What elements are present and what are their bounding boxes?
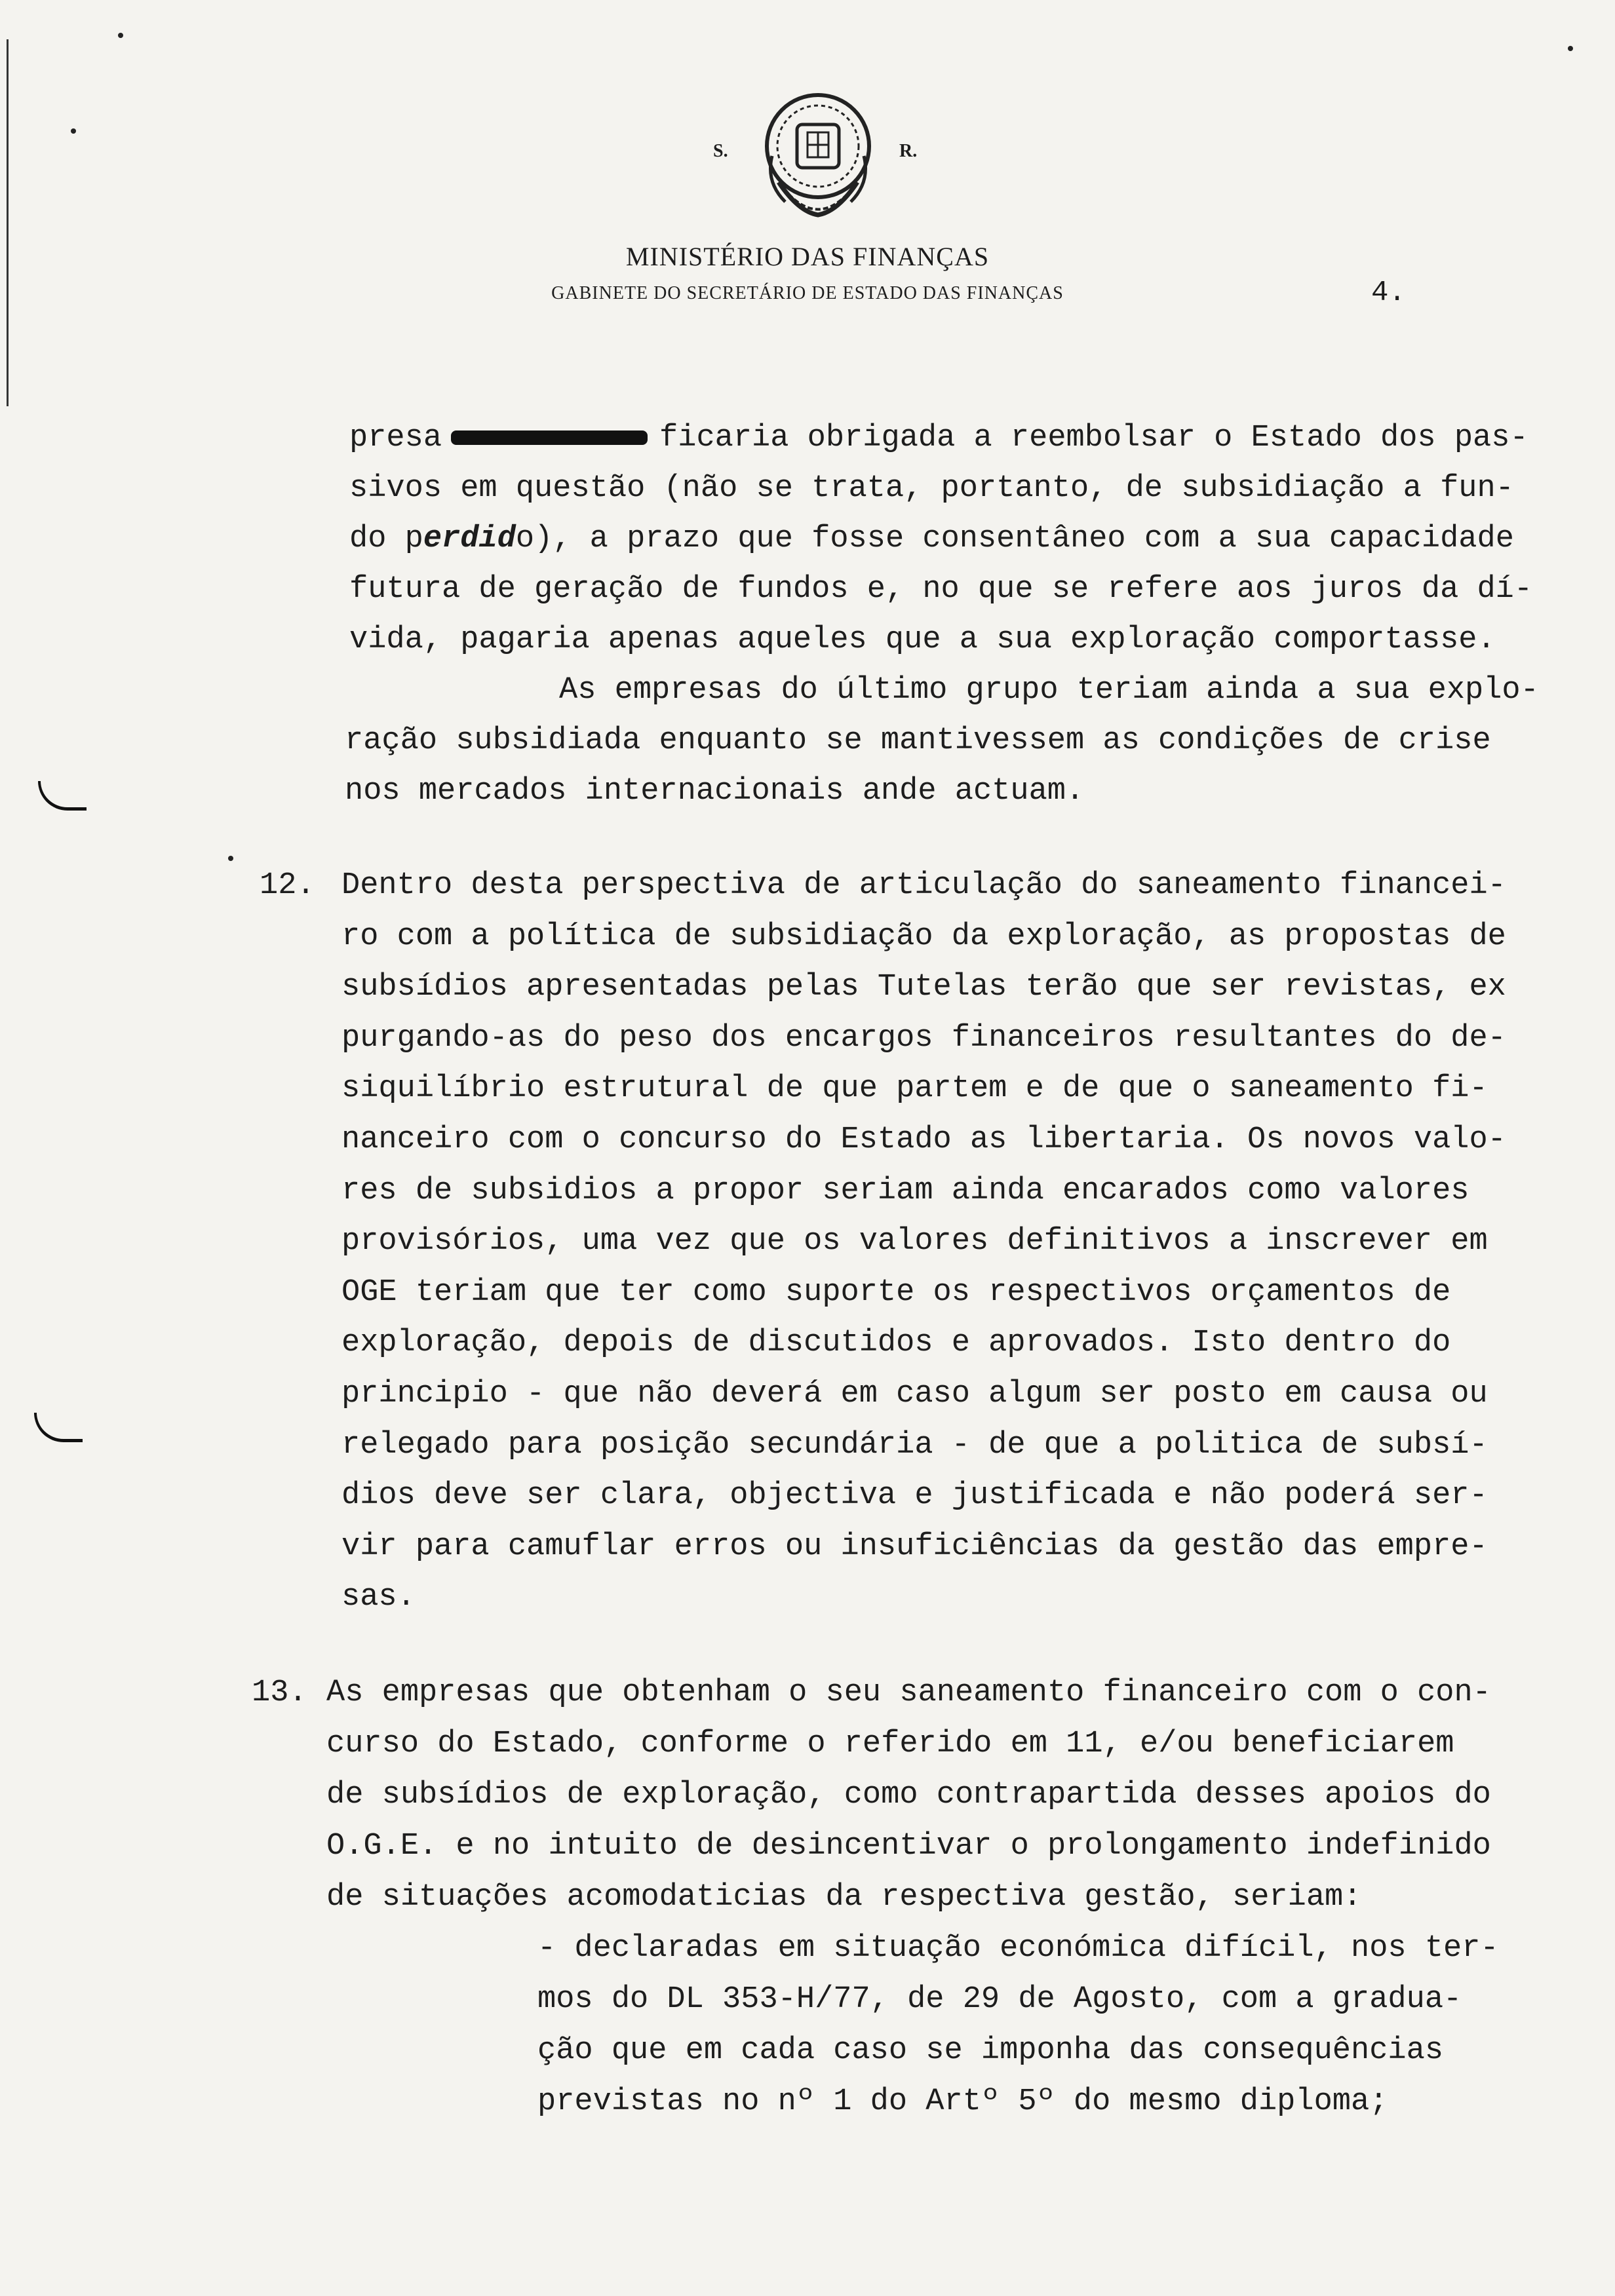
paragraph-number: 12. [260, 868, 315, 903]
text-line: nos mercados internacionais ande actuam. [345, 774, 1085, 809]
text-line [349, 524, 1514, 554]
portuguese-coat-of-arms-icon [759, 84, 877, 228]
scan-speck [118, 33, 123, 38]
text-line: purgando-as do peso dos encargos financeiros resultantes do de- [341, 1020, 1506, 1056]
text-fragment: ficaria obrigada a reembolsar o Estado dos pas- [659, 421, 1528, 455]
text-line: - declaradas em situação económica difícil, nos ter- [537, 1931, 1499, 1966]
punch-hole-mark [34, 1413, 83, 1442]
text-line: As empresas que obtenham o seu saneamento financeiro com o con- [326, 1675, 1491, 1710]
redaction-strike [451, 430, 648, 445]
scan-speck [1568, 46, 1573, 51]
paragraph-number: 13. [252, 1675, 307, 1710]
text-fragment: presa [349, 421, 442, 455]
text-line: Dentro desta perspectiva de articulação do saneamento financei- [341, 868, 1506, 903]
text-line: As empresas do último grupo teriam ainda a sua explo- [559, 673, 1539, 708]
text-line: relegado para posição secundária - de que a politica de subsí- [341, 1427, 1488, 1463]
text-fragment: o), a prazo que fosse consentâneo com a sua capacidade [515, 522, 1514, 556]
scan-speck [228, 856, 233, 861]
text-line: subsídios apresentadas pelas Tutelas terão que ser revistas, ex [341, 970, 1506, 1005]
text-line: provisórios, uma vez que os valores definitivos a inscrever em [341, 1224, 1488, 1259]
scan-edge-mark [7, 39, 9, 406]
text-line: OGE teriam que ter como suporte os respectivos orçamentos de [341, 1274, 1451, 1310]
text-line: vida, pagaria apenas aqueles que a sua exploração comportasse. [349, 622, 1496, 657]
handwritten-correction: erdid [423, 522, 516, 556]
text-line: futura de geração de fundos e, no que se refere aos juros da dí- [349, 572, 1533, 607]
text-fragment: do p [349, 522, 423, 556]
text-line: res de subsidios a propor seriam ainda encarados como valores [341, 1173, 1469, 1208]
text-line: exploração, depois de discutidos e aprovados. Isto dentro do [341, 1326, 1451, 1361]
text-line: de situações acomodaticias da respectiva gestão, seriam: [326, 1880, 1362, 1915]
text-line: mos do DL 353-H/77, de 29 de Agosto, com a gradua- [537, 1982, 1462, 2017]
text-line: nanceiro com o concurso do Estado as libertaria. Os novos valo- [341, 1122, 1506, 1157]
text-line: dios deve ser clara, objectiva e justificada e não poderá ser- [341, 1478, 1488, 1514]
text-line: previstas no nº 1 do Artº 5º do mesmo diploma; [537, 2084, 1388, 2119]
text-line: vir para camuflar erros ou insuficiências da gestão das empre- [341, 1529, 1488, 1564]
text-line: ração subsidiada enquanto se mantivessem as condições de crise [345, 723, 1491, 758]
text-line: ro com a política de subsidiação da exploração, as propostas de [341, 919, 1506, 954]
page-number: 4. [1371, 277, 1406, 309]
text-line [349, 423, 1528, 453]
ministry-title: MINISTÉRIO DAS FINANÇAS [625, 242, 990, 271]
text-line: O.G.E. e no intuito de desincentivar o prolongamento indefinido [326, 1829, 1491, 1864]
cabinet-subtitle: GABINETE DO SECRETÁRIO DE ESTADO DAS FINANÇAS [551, 283, 1064, 303]
scan-speck [71, 128, 76, 134]
punch-hole-mark [38, 781, 87, 811]
text-line: sivos em questão (não se trata, portanto, de subsidiação a fun- [349, 471, 1514, 506]
letterhead-right-mark: R. [899, 141, 918, 161]
text-line: curso do Estado, conforme o referido em 11, e/ou beneficiarem [326, 1727, 1454, 1761]
text-line: sas. [341, 1580, 416, 1615]
text-line: ção que em cada caso se imponha das consequências [537, 2033, 1444, 2068]
text-line: principio - que não deverá em caso algum ser posto em causa ou [341, 1377, 1488, 1411]
text-line: de subsídios de exploração, como contrapartida desses apoios do [326, 1778, 1491, 1812]
letterhead-left-mark: S. [713, 141, 728, 161]
text-line: siquilíbrio estrutural de que partem e de que o saneamento fi- [341, 1071, 1488, 1107]
